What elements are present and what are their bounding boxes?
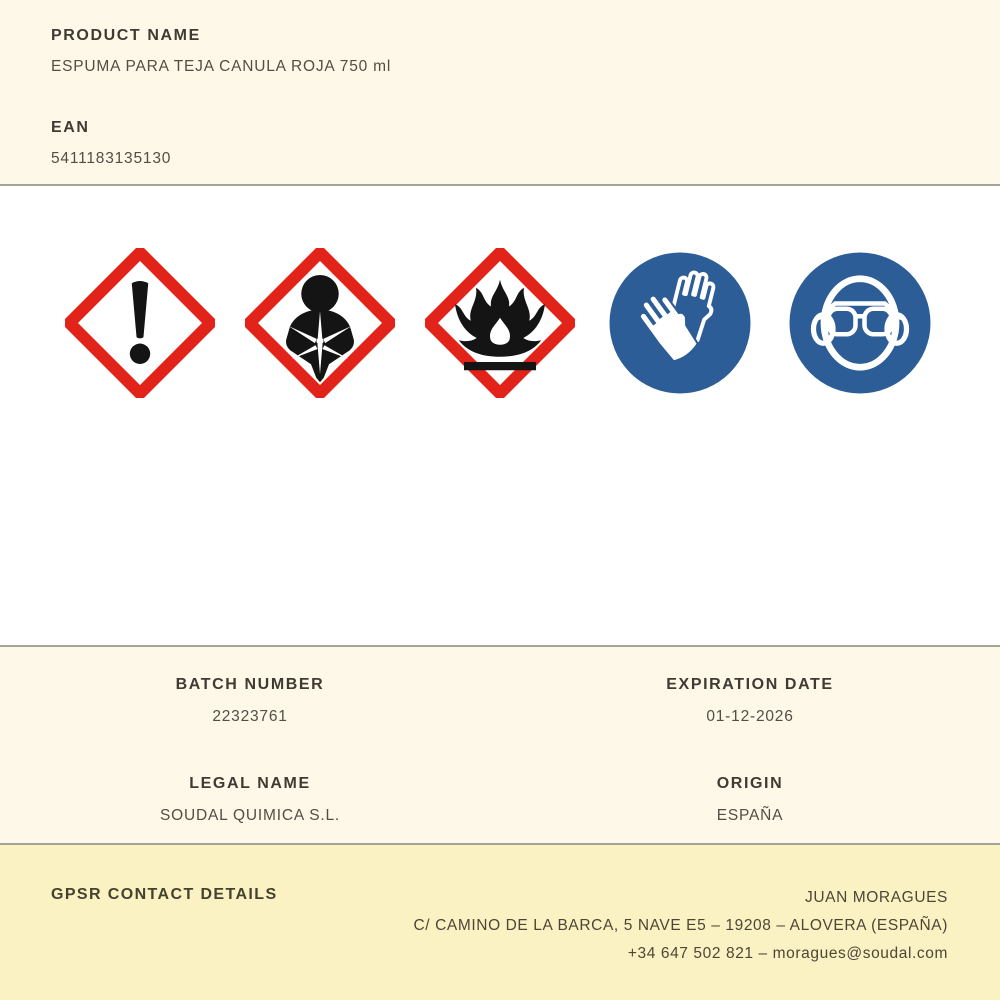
batch-number-cell [0, 676, 500, 744]
gpsr-contact-details [414, 884, 948, 968]
batch-number-value: 22323761 [212, 708, 288, 725]
legal-name-label: LEGAL NAME [189, 775, 311, 792]
product-name-value: ESPUMA PARA TEJA CANULA ROJA 750 ml [51, 58, 392, 75]
flame-flammable-icon [425, 248, 575, 398]
gpsr-contact-label: GPSR CONTACT DETAILS [51, 886, 278, 903]
contact-person-name: JUAN MORAGUES [804, 889, 948, 906]
gpsr-contact-section [0, 845, 1000, 1000]
contact-phone-email: +34 647 502 821 – moragues@soudal.com [627, 945, 948, 962]
expiration-date-cell [500, 676, 1000, 744]
wear-protective-gloves-icon [605, 248, 755, 398]
ean-label: EAN [51, 119, 90, 136]
wear-eye-protection-icon [785, 248, 935, 398]
expiration-date-label: EXPIRATION DATE [666, 676, 834, 693]
hazard-pictograms-section [0, 186, 1000, 645]
health-hazard-icon [245, 248, 395, 398]
origin-cell [500, 775, 1000, 843]
product-details-section [0, 647, 1000, 843]
origin-label: ORIGIN [716, 775, 784, 792]
exclamation-mark-hazard-icon [65, 248, 215, 398]
expiration-date-value: 01-12-2026 [706, 708, 794, 725]
contact-address: C/ CAMINO DE LA BARCA, 5 NAVE E5 – 19208 – ALOVERA (ESPAÑA) [413, 917, 948, 934]
product-name-label: PRODUCT NAME [51, 27, 201, 44]
legal-name-value: SOUDAL QUIMICA S.L. [159, 807, 340, 824]
batch-number-label: BATCH NUMBER [175, 676, 325, 693]
origin-value: ESPAÑA [716, 807, 784, 824]
product-header-section [0, 0, 1000, 184]
legal-name-cell [0, 775, 500, 843]
ean-value: 5411183135130 [51, 150, 172, 167]
